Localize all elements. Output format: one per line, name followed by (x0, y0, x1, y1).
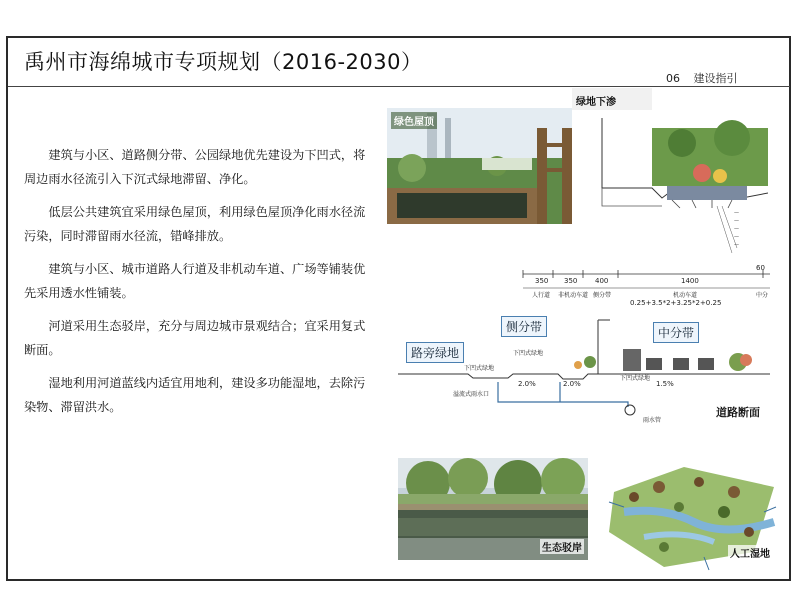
side-strip-tag: 侧分带 (501, 316, 547, 337)
road-section-diagram (398, 262, 770, 432)
guideline-text (24, 143, 369, 428)
svg-text:—: — (734, 234, 739, 240)
dim-label: 350 (535, 277, 549, 285)
wetland-illustration (604, 452, 780, 572)
section-number: 06 (666, 72, 680, 85)
lane-label: 非机动车道 (558, 292, 589, 299)
paragraph: 建筑与小区、道路侧分带、公园绿地优先建设为下凹式，将周边雨水径流引入下沉式绿地滞留、净化。 (24, 148, 366, 186)
paragraph: 河道采用生态驳岸，充分与周边城市景观结合；宜采用复式断面。 (24, 319, 366, 357)
dim-label: 400 (595, 277, 609, 285)
svg-text:—: — (734, 218, 739, 224)
green-roof-label: 绿色屋顶 (391, 112, 437, 129)
infiltration-illustration (572, 88, 768, 258)
svg-text:—: — (734, 242, 739, 248)
roadside-green-tag: 路旁绿地 (406, 342, 464, 363)
note-label: 雨水管 (643, 417, 662, 424)
lane-label: 中分 (756, 292, 769, 299)
green-roof-photo (387, 108, 587, 224)
header-divider (8, 86, 790, 87)
green-infiltration-diagram (572, 88, 768, 258)
median-tag: 中分带 (653, 322, 699, 343)
paragraph: 低层公共建筑宜采用绿色屋顶，利用绿色屋顶净化雨水径流污染，同时滞留雨水径流，错峰排放。 (24, 205, 366, 243)
slope-label: 1.5% (656, 380, 674, 388)
svg-text:—: — (734, 210, 739, 216)
dim-label: 350 (564, 277, 578, 285)
lane-label: 机动车道 (673, 292, 698, 299)
section-heading (666, 70, 738, 86)
svg-text:—: — (734, 226, 739, 232)
page-title: 禹州市海绵城市专项规划（2016-2030） (24, 50, 423, 74)
lane-label: 侧分带 (593, 292, 612, 299)
note-label: 下凹式绿地 (620, 375, 651, 382)
paragraph: 建筑与小区、城市道路人行道及非机动车道、广场等铺装优先采用透水性铺装。 (24, 262, 366, 300)
eco-bank-photo (398, 458, 588, 560)
slope-label: 2.0% (563, 380, 581, 388)
dim-label: 1400 (681, 277, 699, 285)
eco-bank-label: 生态驳岸 (540, 539, 584, 554)
wetland-label: 人工湿地 (728, 545, 772, 560)
note-label: 溢流式雨水口 (453, 391, 490, 398)
lane-label: 人行道 (532, 292, 551, 299)
note-label: 下凹式绿地 (513, 350, 544, 357)
lane-formula: 0.25+3.5*2+3.25*2+0.25 (630, 299, 722, 307)
dim-label: 60 (756, 264, 765, 272)
slope-label: 2.0% (518, 380, 536, 388)
green-infiltration-label: 绿地下渗 (576, 97, 616, 108)
note-label: 下凹式绿地 (464, 365, 495, 372)
road-section-label: 道路断面 (716, 406, 760, 419)
section-title: 建设指引 (693, 72, 738, 85)
paragraph: 湿地利用河道蓝线内适宜用地利，建设多功能湿地，去除污染物、滞留洪水。 (24, 376, 366, 414)
